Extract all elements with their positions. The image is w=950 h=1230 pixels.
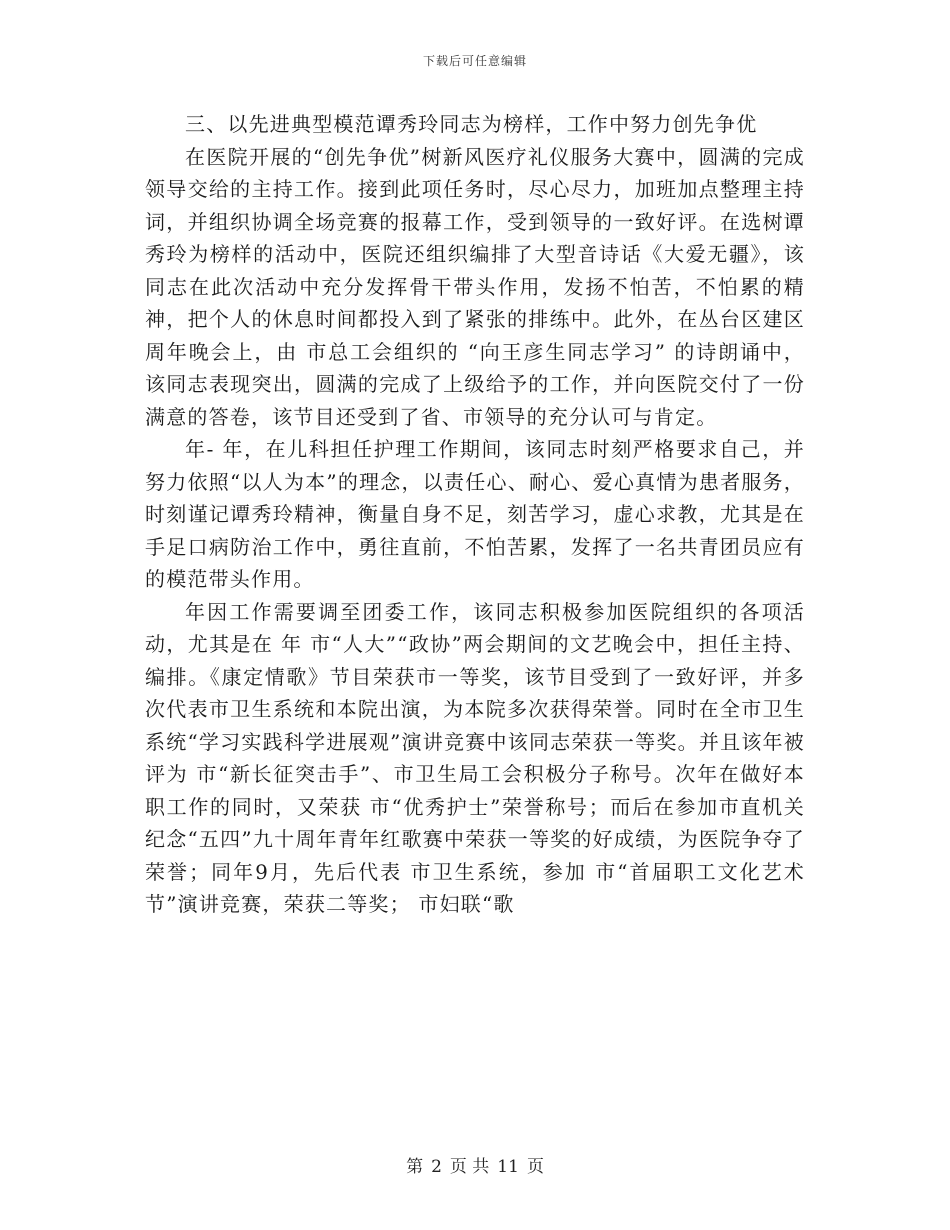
footer-middle: 页 共 (449, 1157, 490, 1177)
paragraph-1: 在医院开展的“创先争优”树新风医疗礼仪服务大赛中，圆满的完成领导交给的主持工作。接到此项任务时，尽心尽力，加班加点整理主持词，并组织协调全场竞赛的报幕工作，受到领导的一致好评。在选树谭秀玲为榜样的活动中，医院还组织编排了大型音诗话《大爱无疆》，该同志在此次活动中充分发挥骨干带头作用，发扬不怕苦，不怕累的精神，把个人的休息时间都投入到了紧张的排练中。此外，在丛台区建区 周年晚会上，由 市总工会组织的 “向王彦生同志学习” 的诗朗诵中，该同志表现突出，圆满的完成了上级给予的工作，并向医院交付了一份满意的答卷，该节目还受到了省、市领导的充分认可与肯定。 (145, 144, 805, 429)
paragraph-2: 年- 年，在儿科担任护理工作期间，该同志时刻严格要求自己，并努力依照“以人为本”的理念，以责任心、耐心、爱心真情为患者服务，时刻谨记谭秀玲精神，衡量自身不足，刻苦学习，虚心求教，尤其是在手足口病防治工作中，勇往直前，不怕苦累，发挥了一名共青团员应有的模范带头作用。 (145, 437, 805, 591)
page-header-note: 下载后可任意编辑 (422, 54, 527, 68)
page-footer (0, 1152, 950, 1177)
footer-prefix: 第 (406, 1157, 424, 1177)
footer-page-number: 2 (431, 1157, 442, 1177)
section-heading: 三、以先进典型模范谭秀玲同志为榜样，工作中努力创先争优 (185, 112, 758, 136)
footer-suffix: 页 (526, 1157, 544, 1177)
document-body (145, 108, 805, 921)
paragraph-3: 年因工作需要调至团委工作，该同志积极参加医院组织的各项活动，尤其是在 年 市“人大”“政协”两会期间的文艺晚会中，担任主持、编排。《康定情歌》节目荣获市一等奖，该节目受到了一致好评，并多次代表市卫生系统和本院出演，为本院多次获得荣誉。同时在全市卫生系统“学习实践科学进展观”演讲竞赛中该同志荣获一等奖。并且该年被评为 市“新长征突击手”、市卫生局工会积极分子称号。次年在做好本职工作的同时，又荣获 市“优秀护士”荣誉称号；而后在参加市直机关纪念“五四”九十周年青年红歌赛中荣获一等奖的好成绩，为医院争夺了荣誉；同年9月，先后代表 市卫生系统，参加 市“首届职工文化艺术节”演讲竞赛，荣获二等奖； 市妇联“歌 (145, 599, 805, 916)
footer-total-pages: 11 (497, 1157, 519, 1177)
